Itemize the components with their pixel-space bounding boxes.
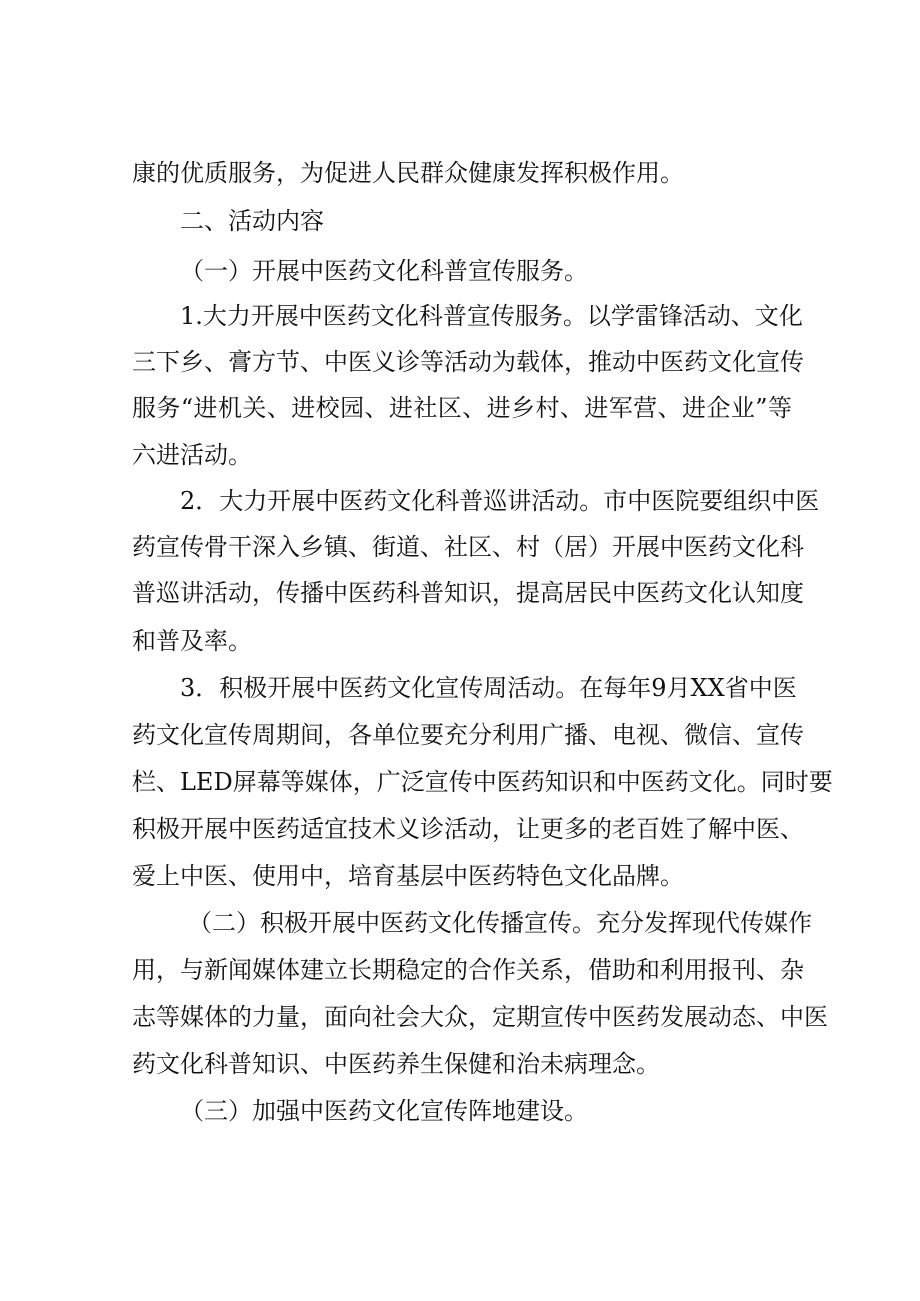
paragraph-line: 志等媒体的力量，面向社会大众，定期宣传中医药发展动态、中医 [132,1003,828,1031]
paragraph-line: 1.大力开展中医药文化科普宣传服务。以学雷锋活动、文化 [180,302,803,330]
paragraph-line: 药文化科普知识、中医药养生保健和治未病理念。 [132,1050,660,1078]
subsection-heading: （三）加强中医药文化宣传阵地建设。 [180,1097,588,1125]
paragraph-line: 药宣传骨干深入乡镇、街道、社区、村（居）开展中医药文化科 [132,533,804,561]
section-heading: 二、活动内容 [180,207,324,235]
paragraph-line: 三下乡、膏方节、中医义诊等活动为载体，推动中医药文化宣传 [132,348,804,376]
paragraph-line: 爱上中医、使用中，培育基层中医药特色文化品牌。 [132,862,684,890]
paragraph-line: 药文化宣传周期间，各单位要充分利用广播、电视、微信、宣传 [132,721,804,749]
paragraph-line: 服务“进机关、进校园、进社区、进乡村、进军营、进企业”等 [132,394,792,422]
paragraph-line: 和普及率。 [132,627,252,655]
paragraph-line: 六进活动。 [132,441,252,469]
paragraph-line: （二）积极开展中医药文化传播宣传。充分发挥现代传媒作 [188,909,812,937]
subsection-heading: （一）开展中医药文化科普宣传服务。 [180,257,588,285]
paragraph-line: 普巡讲活动，传播中医药科普知识，提高居民中医药文化认知度 [132,579,804,607]
paragraph-line: 3．积极开展中医药文化宣传周活动。在每年9月XX省中医 [180,674,797,702]
paragraph-line: 栏、LED屏幕等媒体，广泛宣传中医药知识和中医药文化。同时要 [132,768,833,796]
paragraph-line: 2．大力开展中医药文化科普巡讲活动。市中医院要组织中医 [180,487,820,515]
paragraph-line: 用，与新闻媒体建立长期稳定的合作关系，借助和利用报刊、杂 [132,956,804,984]
paragraph-line: 康的优质服务，为促进人民群众健康发挥积极作用。 [132,159,684,187]
paragraph-line: 积极开展中医药适宜技术义诊活动，让更多的老百姓了解中医、 [132,815,804,843]
